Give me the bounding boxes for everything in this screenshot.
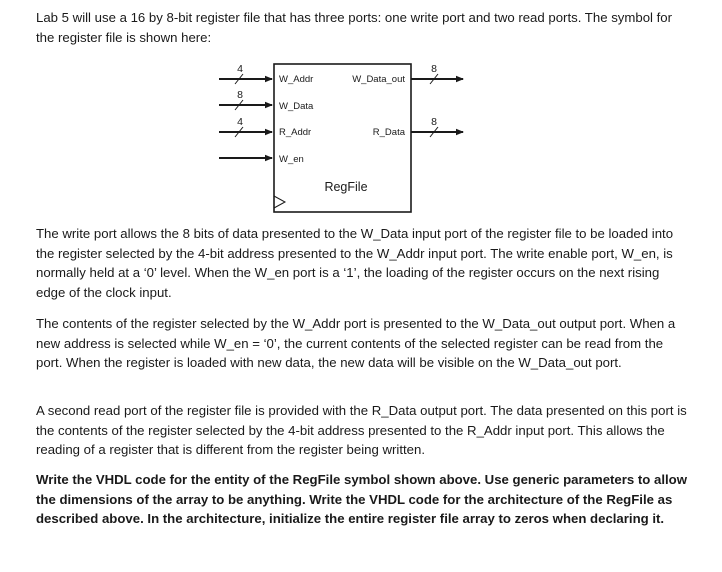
intro-paragraph: Lab 5 will use a 16 by 8-bit register file that has three ports: one write port and two read ports. The symbol for the register file is shown here:: [36, 10, 673, 45]
w-data-pin-label: W_Data: [279, 101, 314, 112]
r-data-width-label: 8: [431, 116, 437, 128]
r-data-pin-label: R_Data: [372, 127, 405, 138]
w-addr-pin-label: W_Addr: [279, 74, 314, 85]
write-port-paragraph: The write port allows the 8 bits of data presented to the W_Data input port of the register file to be loaded into the register selected by the 4-bit address presented to the W_Addr input port. The write enable port, W_en, is normally held at a ‘0’ level. When the W_en port is a ‘1’, the loading of the register occurs on the next rising edge of the clock input.: [36, 226, 674, 300]
w-data-out-width-label: 8: [431, 63, 437, 75]
task-paragraph: Write the VHDL code for the entity of the RegFile symbol shown above. Use generic parameters to allow the dimensions of the array to be anything. Write the VHDL code for the architecture of the RegFile as described above. In the architecture, initialize the entire register file array to zeros when declaring it.: [36, 472, 687, 527]
w-data-width-label: 8: [237, 89, 243, 101]
w-addr-width-label: 4: [237, 63, 243, 75]
w-en-pin-label: W_en: [279, 154, 304, 165]
regfile-block-name: RegFile: [324, 180, 368, 194]
read-port-1-paragraph: The contents of the register selected by the W_Addr port is presented to the W_Data_out output port. When a new address is selected while W_en = ‘0’, the current contents of the selected register can be read from the port. When the register is loaded with new data, the new data will be visible on the W_Data_out port.: [36, 316, 676, 371]
w-data-out-pin-label: W_Data_out: [352, 74, 405, 85]
r-addr-width-label: 4: [237, 116, 243, 128]
r-addr-pin-label: R_Addr: [279, 127, 312, 138]
read-port-2-paragraph: A second read port of the register file is provided with the R_Data output port. The data presented on this port is the contents of the register selected by the 4-bit address presented to the R_Addr input port. This allows the reading of a register that is different from the register being written.: [36, 403, 687, 458]
